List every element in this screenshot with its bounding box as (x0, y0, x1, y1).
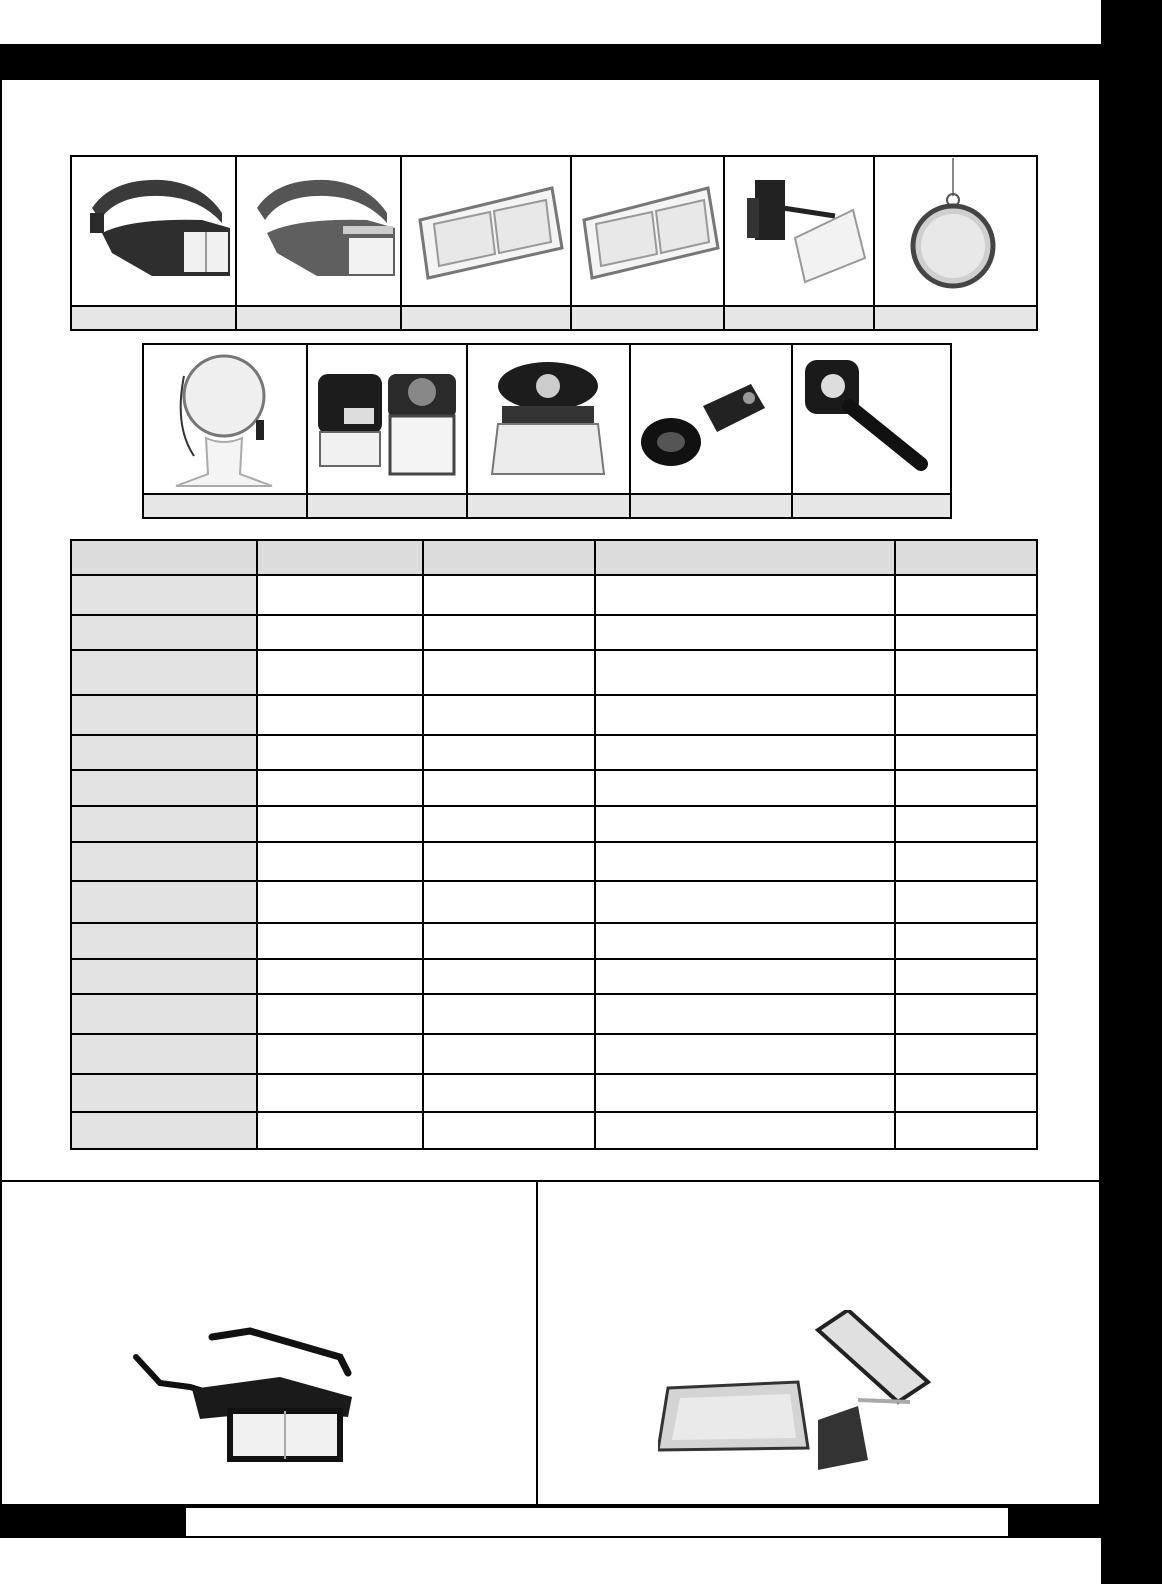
table-cell (423, 770, 595, 806)
product-handle-loupe[interactable] (792, 344, 951, 494)
column-header (423, 540, 595, 575)
table-cell (595, 923, 895, 959)
table-cell (423, 1034, 595, 1074)
table-cell (895, 650, 1037, 695)
table-cell (895, 994, 1037, 1034)
product-headband-dark[interactable] (71, 156, 236, 306)
table-cell (257, 770, 423, 806)
row-label-cell (71, 695, 257, 735)
row-label-cell (71, 881, 257, 923)
table-cell (895, 695, 1037, 735)
row-label-cell (71, 615, 257, 650)
footer-box (184, 1506, 1010, 1538)
row-label-cell (71, 994, 257, 1034)
table-cell (595, 1034, 895, 1074)
clip-on-magnifier-icon (725, 158, 871, 304)
table-cell (423, 881, 595, 923)
table-cell (595, 770, 895, 806)
table-row (71, 959, 1037, 994)
table-cell (257, 881, 423, 923)
table-cell (595, 575, 895, 615)
table-row (71, 1074, 1037, 1112)
product-clip-on[interactable] (724, 156, 874, 306)
table-cell (895, 842, 1037, 881)
table-cell (257, 575, 423, 615)
row-label-cell (71, 959, 257, 994)
product-stand-loupe[interactable] (467, 344, 630, 494)
row-label-cell (71, 575, 257, 615)
table-cell (895, 615, 1037, 650)
stand-loupe-icon (468, 346, 627, 492)
column-header (71, 540, 257, 575)
table-cell (257, 959, 423, 994)
table-cell (257, 1112, 423, 1149)
product-grid-row1 (70, 155, 1038, 331)
table-cell (423, 1112, 595, 1149)
table-cell (595, 842, 895, 881)
product-label (71, 306, 236, 330)
table-cell (895, 1034, 1037, 1074)
neck-stand-magnifier-icon (144, 346, 304, 492)
row-label-cell (71, 923, 257, 959)
table-cell (423, 1074, 595, 1112)
clip-on-spectacle-magnifier-icon (130, 1327, 360, 1462)
table-cell (423, 735, 595, 770)
spec-table (70, 539, 1038, 1150)
table-row (71, 842, 1037, 881)
product-folding-loupe[interactable] (630, 344, 792, 494)
table-cell (895, 770, 1037, 806)
table-cell (895, 735, 1037, 770)
table-cell (257, 650, 423, 695)
row-label-cell (71, 1034, 257, 1074)
product-label (467, 494, 630, 518)
footer-bar-right (1010, 1506, 1101, 1538)
table-cell (595, 959, 895, 994)
footer-bar-left (0, 1506, 184, 1538)
bottom-left-panel (0, 1182, 536, 1506)
table-cell (595, 806, 895, 842)
headband-magnifier-dark-icon (72, 158, 232, 304)
folding-pocket-loupe-icon (631, 346, 789, 492)
table-cell (257, 1034, 423, 1074)
row-label-cell (71, 770, 257, 806)
table-cell (595, 1112, 895, 1149)
row-label-cell (71, 842, 257, 881)
table-cell (257, 806, 423, 842)
product-lens-plate-2[interactable] (571, 156, 724, 306)
table-row (71, 1034, 1037, 1074)
table-cell (423, 842, 595, 881)
table-cell (257, 842, 423, 881)
product-label (874, 306, 1037, 330)
table-row (71, 695, 1037, 735)
table-cell (423, 994, 595, 1034)
table-cell (595, 735, 895, 770)
binocular-lens-plate-icon (572, 158, 722, 304)
table-cell (895, 806, 1037, 842)
product-label (307, 494, 467, 518)
table-row (71, 575, 1037, 615)
column-header (257, 540, 423, 575)
table-row (71, 650, 1037, 695)
headband-magnifier-gray-icon (237, 158, 397, 304)
column-header (595, 540, 895, 575)
table-row (71, 770, 1037, 806)
product-label (571, 306, 724, 330)
table-cell (257, 1074, 423, 1112)
product-headband-gray[interactable] (236, 156, 401, 306)
product-pendant[interactable] (874, 156, 1037, 306)
product-grid-row2 (142, 343, 952, 519)
right-edge-bar (1101, 0, 1162, 1584)
table-cell (257, 615, 423, 650)
table-row (71, 1112, 1037, 1149)
table-cell (423, 650, 595, 695)
table-cell (895, 959, 1037, 994)
row-label-cell (71, 1112, 257, 1149)
table-cell (595, 650, 895, 695)
table-row (71, 994, 1037, 1034)
row-label-cell (71, 806, 257, 842)
product-loupe-pair[interactable] (307, 344, 467, 494)
product-neck-stand[interactable] (143, 344, 307, 494)
table-cell (595, 615, 895, 650)
table-cell (595, 994, 895, 1034)
table-cell (423, 615, 595, 650)
table-cell (895, 1112, 1037, 1149)
row-label-cell (71, 1074, 257, 1112)
row-label-cell (71, 650, 257, 695)
table-cell (257, 994, 423, 1034)
table-cell (595, 695, 895, 735)
product-label (724, 306, 874, 330)
product-label (236, 306, 401, 330)
table-row (71, 806, 1037, 842)
folding-page-magnifier-icon (658, 1310, 948, 1470)
table-row (71, 735, 1037, 770)
table-row (71, 881, 1037, 923)
table-cell (595, 881, 895, 923)
table-cell (895, 923, 1037, 959)
pendant-magnifier-icon (875, 158, 1033, 304)
row-label-cell (71, 735, 257, 770)
table-cell (423, 959, 595, 994)
table-row (71, 923, 1037, 959)
spec-header-row (71, 540, 1037, 575)
product-label (792, 494, 951, 518)
loupe-pair-icon (308, 346, 464, 492)
table-cell (423, 695, 595, 735)
table-cell (895, 881, 1037, 923)
product-label (630, 494, 792, 518)
binocular-lens-plate-icon (402, 158, 568, 304)
table-cell (423, 575, 595, 615)
header-bar (0, 44, 1101, 80)
handle-loupe-icon (793, 346, 948, 492)
table-cell (895, 1074, 1037, 1112)
table-cell (595, 1074, 895, 1112)
bottom-right-panel (538, 1182, 1101, 1506)
table-cell (423, 806, 595, 842)
table-cell (895, 575, 1037, 615)
column-header (895, 540, 1037, 575)
table-row (71, 615, 1037, 650)
product-label (401, 306, 571, 330)
table-cell (257, 735, 423, 770)
product-lens-plate-1[interactable] (401, 156, 571, 306)
table-cell (423, 923, 595, 959)
table-cell (257, 695, 423, 735)
product-label (143, 494, 307, 518)
table-cell (257, 923, 423, 959)
